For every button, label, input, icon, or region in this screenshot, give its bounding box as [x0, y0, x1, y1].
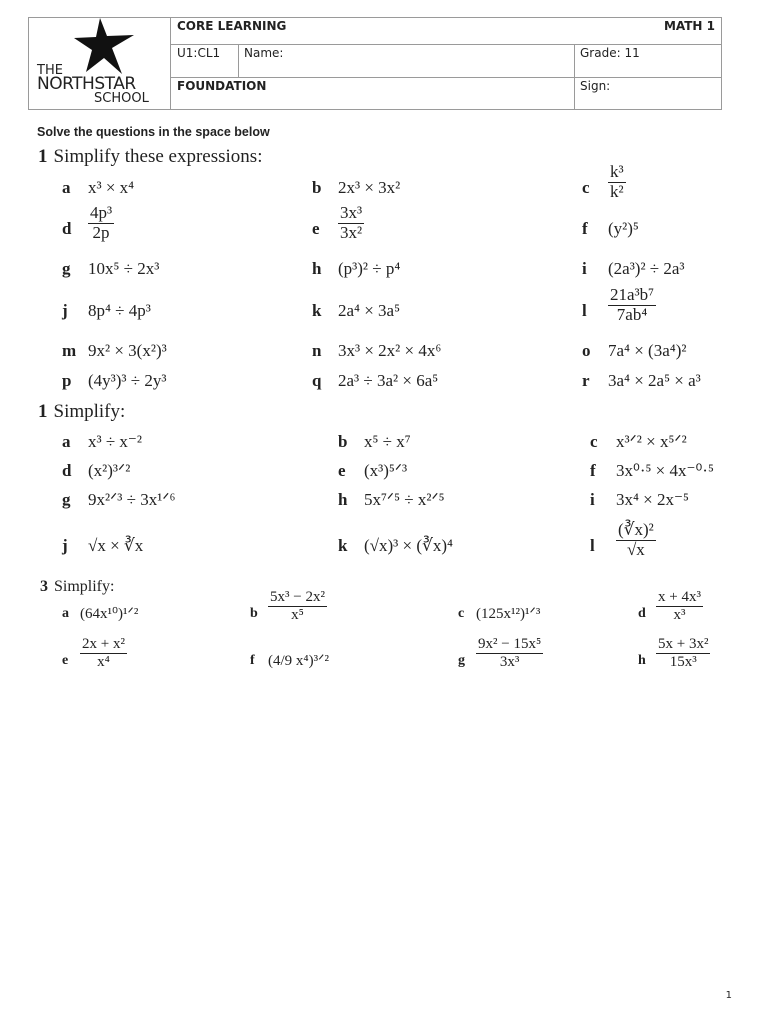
item-letter: b	[312, 178, 322, 197]
item-letter: f	[250, 653, 255, 668]
item-letter: l	[582, 301, 587, 320]
item-letter: b	[250, 606, 258, 621]
item-expression: 10x⁵ ÷ 2x³	[88, 259, 160, 278]
item-expression: 2a³ ÷ 3a² × 6a⁵	[338, 371, 439, 390]
fraction-numerator: 4p³	[90, 203, 113, 222]
fraction-numerator: k³	[610, 162, 624, 181]
item-letter: c	[590, 432, 598, 451]
school-logo	[29, 18, 171, 109]
fraction-denominator: 3x³	[499, 653, 520, 670]
item-expression: x³ × x⁴	[88, 178, 135, 197]
item-letter: e	[338, 461, 346, 480]
item-expression: (4/9 x⁴)³ᐟ²	[268, 653, 329, 669]
fraction-denominator: x³	[673, 606, 686, 623]
item-expression: 3x³ × 2x² × 4x⁶	[338, 341, 442, 360]
item-expression: 3x⁰·⁵ × 4x⁻⁰·⁵	[616, 461, 714, 480]
section2-heading: Simplify:	[53, 401, 126, 422]
item-letter: m	[62, 341, 77, 360]
fraction-numerator: 5x³ − 2x²	[270, 589, 325, 605]
subject-title: MATH 1	[663, 19, 715, 33]
fraction-numerator: 2x + x²	[82, 636, 125, 652]
item-letter: c	[582, 178, 590, 197]
fraction-numerator: 5x + 3x²	[658, 636, 709, 652]
item-letter: d	[62, 219, 72, 238]
unit-code: U1:CL1	[177, 46, 221, 60]
item-expression	[476, 636, 543, 670]
fraction-numerator: 9x² − 15x⁵	[478, 636, 542, 652]
section1-number: 1	[38, 146, 48, 167]
item-letter: h	[338, 490, 348, 509]
item-letter: b	[338, 432, 348, 451]
section3-number: 3	[40, 578, 48, 595]
item-letter: l	[590, 536, 595, 555]
item-letter: f	[582, 219, 588, 238]
item-expression: 3a⁴ × 2a⁵ × a³	[608, 371, 701, 390]
item-letter: g	[62, 490, 71, 509]
section1-title	[38, 146, 262, 168]
item-expression: x³ᐟ² × x⁵ᐟ²	[616, 432, 687, 451]
item-expression: (64x¹⁰)¹ᐟ²	[80, 606, 139, 622]
item-letter: i	[582, 259, 587, 278]
header-table	[28, 17, 722, 110]
item-letter: f	[590, 461, 596, 480]
logo-school: SCHOOL	[94, 91, 149, 106]
item-expression	[608, 163, 626, 201]
item-letter: r	[582, 371, 590, 390]
section3-heading: Simplify:	[54, 578, 115, 595]
item-expression	[268, 589, 327, 623]
sign-label: Sign:	[580, 79, 611, 93]
item-letter: n	[312, 341, 322, 360]
section3-title	[40, 578, 114, 596]
item-expression	[80, 636, 127, 670]
item-letter: d	[638, 606, 646, 621]
page-number: 1	[725, 990, 732, 1001]
item-expression	[656, 636, 710, 670]
instruction-text: Solve the questions in the space below	[37, 125, 270, 139]
star-icon	[74, 18, 136, 76]
item-expression: (4y³)³ ÷ 2y³	[88, 371, 167, 390]
item-expression: 8p⁴ ÷ 4p³	[88, 301, 151, 320]
item-letter: a	[62, 606, 69, 621]
item-expression: 7a⁴ × (3a⁴)²	[608, 341, 687, 360]
item-letter: g	[458, 653, 465, 668]
item-letter: j	[62, 536, 68, 555]
fraction-denominator: 3x²	[340, 222, 363, 242]
level-label: FOUNDATION	[177, 79, 267, 93]
item-letter: q	[312, 371, 322, 390]
item-letter: c	[458, 606, 465, 621]
grade-label: Grade: 11	[580, 46, 640, 60]
item-expression: (x³)⁵ᐟ³	[364, 461, 408, 480]
item-expression	[656, 589, 703, 623]
item-expression: √x × ∛x	[88, 536, 144, 555]
section2-number: 1	[38, 401, 48, 422]
fraction-denominator: √x	[626, 539, 645, 559]
name-label: Name:	[244, 46, 284, 60]
item-letter: e	[312, 219, 320, 238]
fraction-denominator: k²	[610, 181, 624, 201]
fraction-numerator: x + 4x³	[658, 589, 701, 605]
item-letter: i	[590, 490, 595, 509]
item-expression: x⁵ ÷ x⁷	[364, 432, 411, 451]
item-expression: (x²)³ᐟ²	[88, 461, 131, 480]
item-letter: e	[62, 653, 69, 668]
item-expression	[608, 286, 656, 324]
item-letter: h	[638, 653, 646, 668]
section2-title	[38, 401, 125, 423]
item-expression: 2a⁴ × 3a⁵	[338, 301, 401, 320]
item-expression	[338, 204, 364, 242]
item-expression: 9x² × 3(x²)³	[88, 341, 167, 360]
item-expression: (125x¹²)¹ᐟ³	[476, 606, 541, 622]
item-expression: x³ ÷ x⁻²	[88, 432, 142, 451]
item-expression: 2x³ × 3x²	[338, 178, 401, 197]
fraction-numerator: (∛x)²	[618, 520, 654, 539]
item-letter: h	[312, 259, 322, 278]
item-letter: d	[62, 461, 72, 480]
item-expression: 5x⁷ᐟ⁵ ÷ x²ᐟ⁵	[364, 490, 445, 509]
fraction-denominator: 15x³	[669, 653, 697, 670]
item-expression: 9x²ᐟ³ ÷ 3x¹ᐟ⁶	[88, 490, 176, 509]
fraction-denominator: x⁴	[97, 653, 110, 670]
item-letter: a	[62, 432, 71, 451]
item-expression	[88, 204, 114, 242]
fraction-denominator: x⁵	[291, 606, 304, 623]
item-letter: k	[312, 301, 322, 320]
item-letter: o	[582, 341, 591, 360]
item-letter: g	[62, 259, 71, 278]
logo-northstar: NORTHSTAR	[37, 74, 136, 94]
item-letter: a	[62, 178, 71, 197]
fraction-denominator: 7ab⁴	[616, 304, 648, 324]
course-title: CORE LEARNING	[177, 19, 287, 33]
item-letter: p	[62, 371, 72, 390]
item-expression: (p³)² ÷ p⁴	[338, 259, 401, 278]
fraction-numerator: 21a³b⁷	[610, 285, 655, 304]
logo-the: THE	[37, 63, 63, 78]
item-expression: (√x)³ × (∛x)⁴	[364, 536, 453, 555]
fraction-numerator: 3x³	[340, 203, 363, 222]
item-expression: (2a³)² ÷ 2a³	[608, 259, 685, 278]
item-expression	[616, 521, 656, 559]
item-expression: 3x⁴ × 2x⁻⁵	[616, 490, 689, 509]
item-letter: j	[62, 301, 68, 320]
section1-heading: Simplify these expressions:	[53, 146, 263, 167]
fraction-denominator: 2p	[92, 222, 110, 242]
item-expression: (y²)⁵	[608, 219, 639, 238]
item-letter: k	[338, 536, 348, 555]
